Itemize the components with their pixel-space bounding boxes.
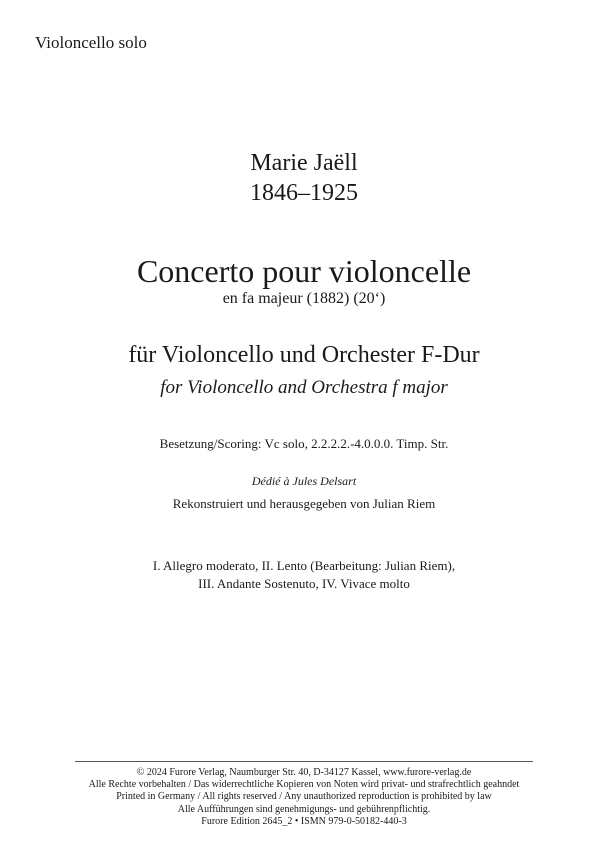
scoring-line: Besetzung/Scoring: Vc solo, 2.2.2.2.-4.0.0.0. Timp. Str. xyxy=(159,436,449,451)
work-subtitle: en fa majeur (1882) (20‘) xyxy=(222,290,386,307)
footer-imprint xyxy=(0,767,608,828)
footer-line: Alle Rechte vorbehalten / Das widerrechtliche Kopieren von Noten wird privat- und strafrechtlich geahndet xyxy=(88,779,520,791)
title-german: für Violoncello und Orchester F-Dur xyxy=(128,342,480,368)
composer-name: Marie Jaëll xyxy=(250,150,358,176)
composer-dates: 1846–1925 xyxy=(250,180,358,206)
movements-list xyxy=(0,557,608,593)
title-english: for Violoncello and Orchestra f major xyxy=(160,377,448,398)
footer-line: © 2024 Furore Verlag, Naumburger Str. 40, D-34127 Kassel, www.furore-verlag.de xyxy=(136,767,472,778)
footer-line: Printed in Germany / All rights reserved / Any unauthorized reproduction is prohibited by law xyxy=(116,791,492,803)
movements-line: I. Allegro moderato, II. Lento (Bearbeitung: Julian Riem), xyxy=(152,558,456,573)
dedication-line: Dédié à Jules Delsart xyxy=(251,474,357,488)
footer-divider xyxy=(75,761,533,762)
work-title: Concerto pour violoncelle xyxy=(136,253,472,289)
footer-line: Furore Edition 2645_2 • ISMN 979-0-50182-440-3 xyxy=(201,815,407,827)
movements-line: III. Andante Sostenuto, IV. Vivace molto xyxy=(198,576,410,591)
editor-line: Rekonstruiert und herausgegeben von Julian Riem xyxy=(172,496,436,511)
part-label: Violoncello solo xyxy=(35,33,147,52)
footer-line: Alle Aufführungen sind genehmigungs- und gebührenpflichtig. xyxy=(177,803,431,815)
